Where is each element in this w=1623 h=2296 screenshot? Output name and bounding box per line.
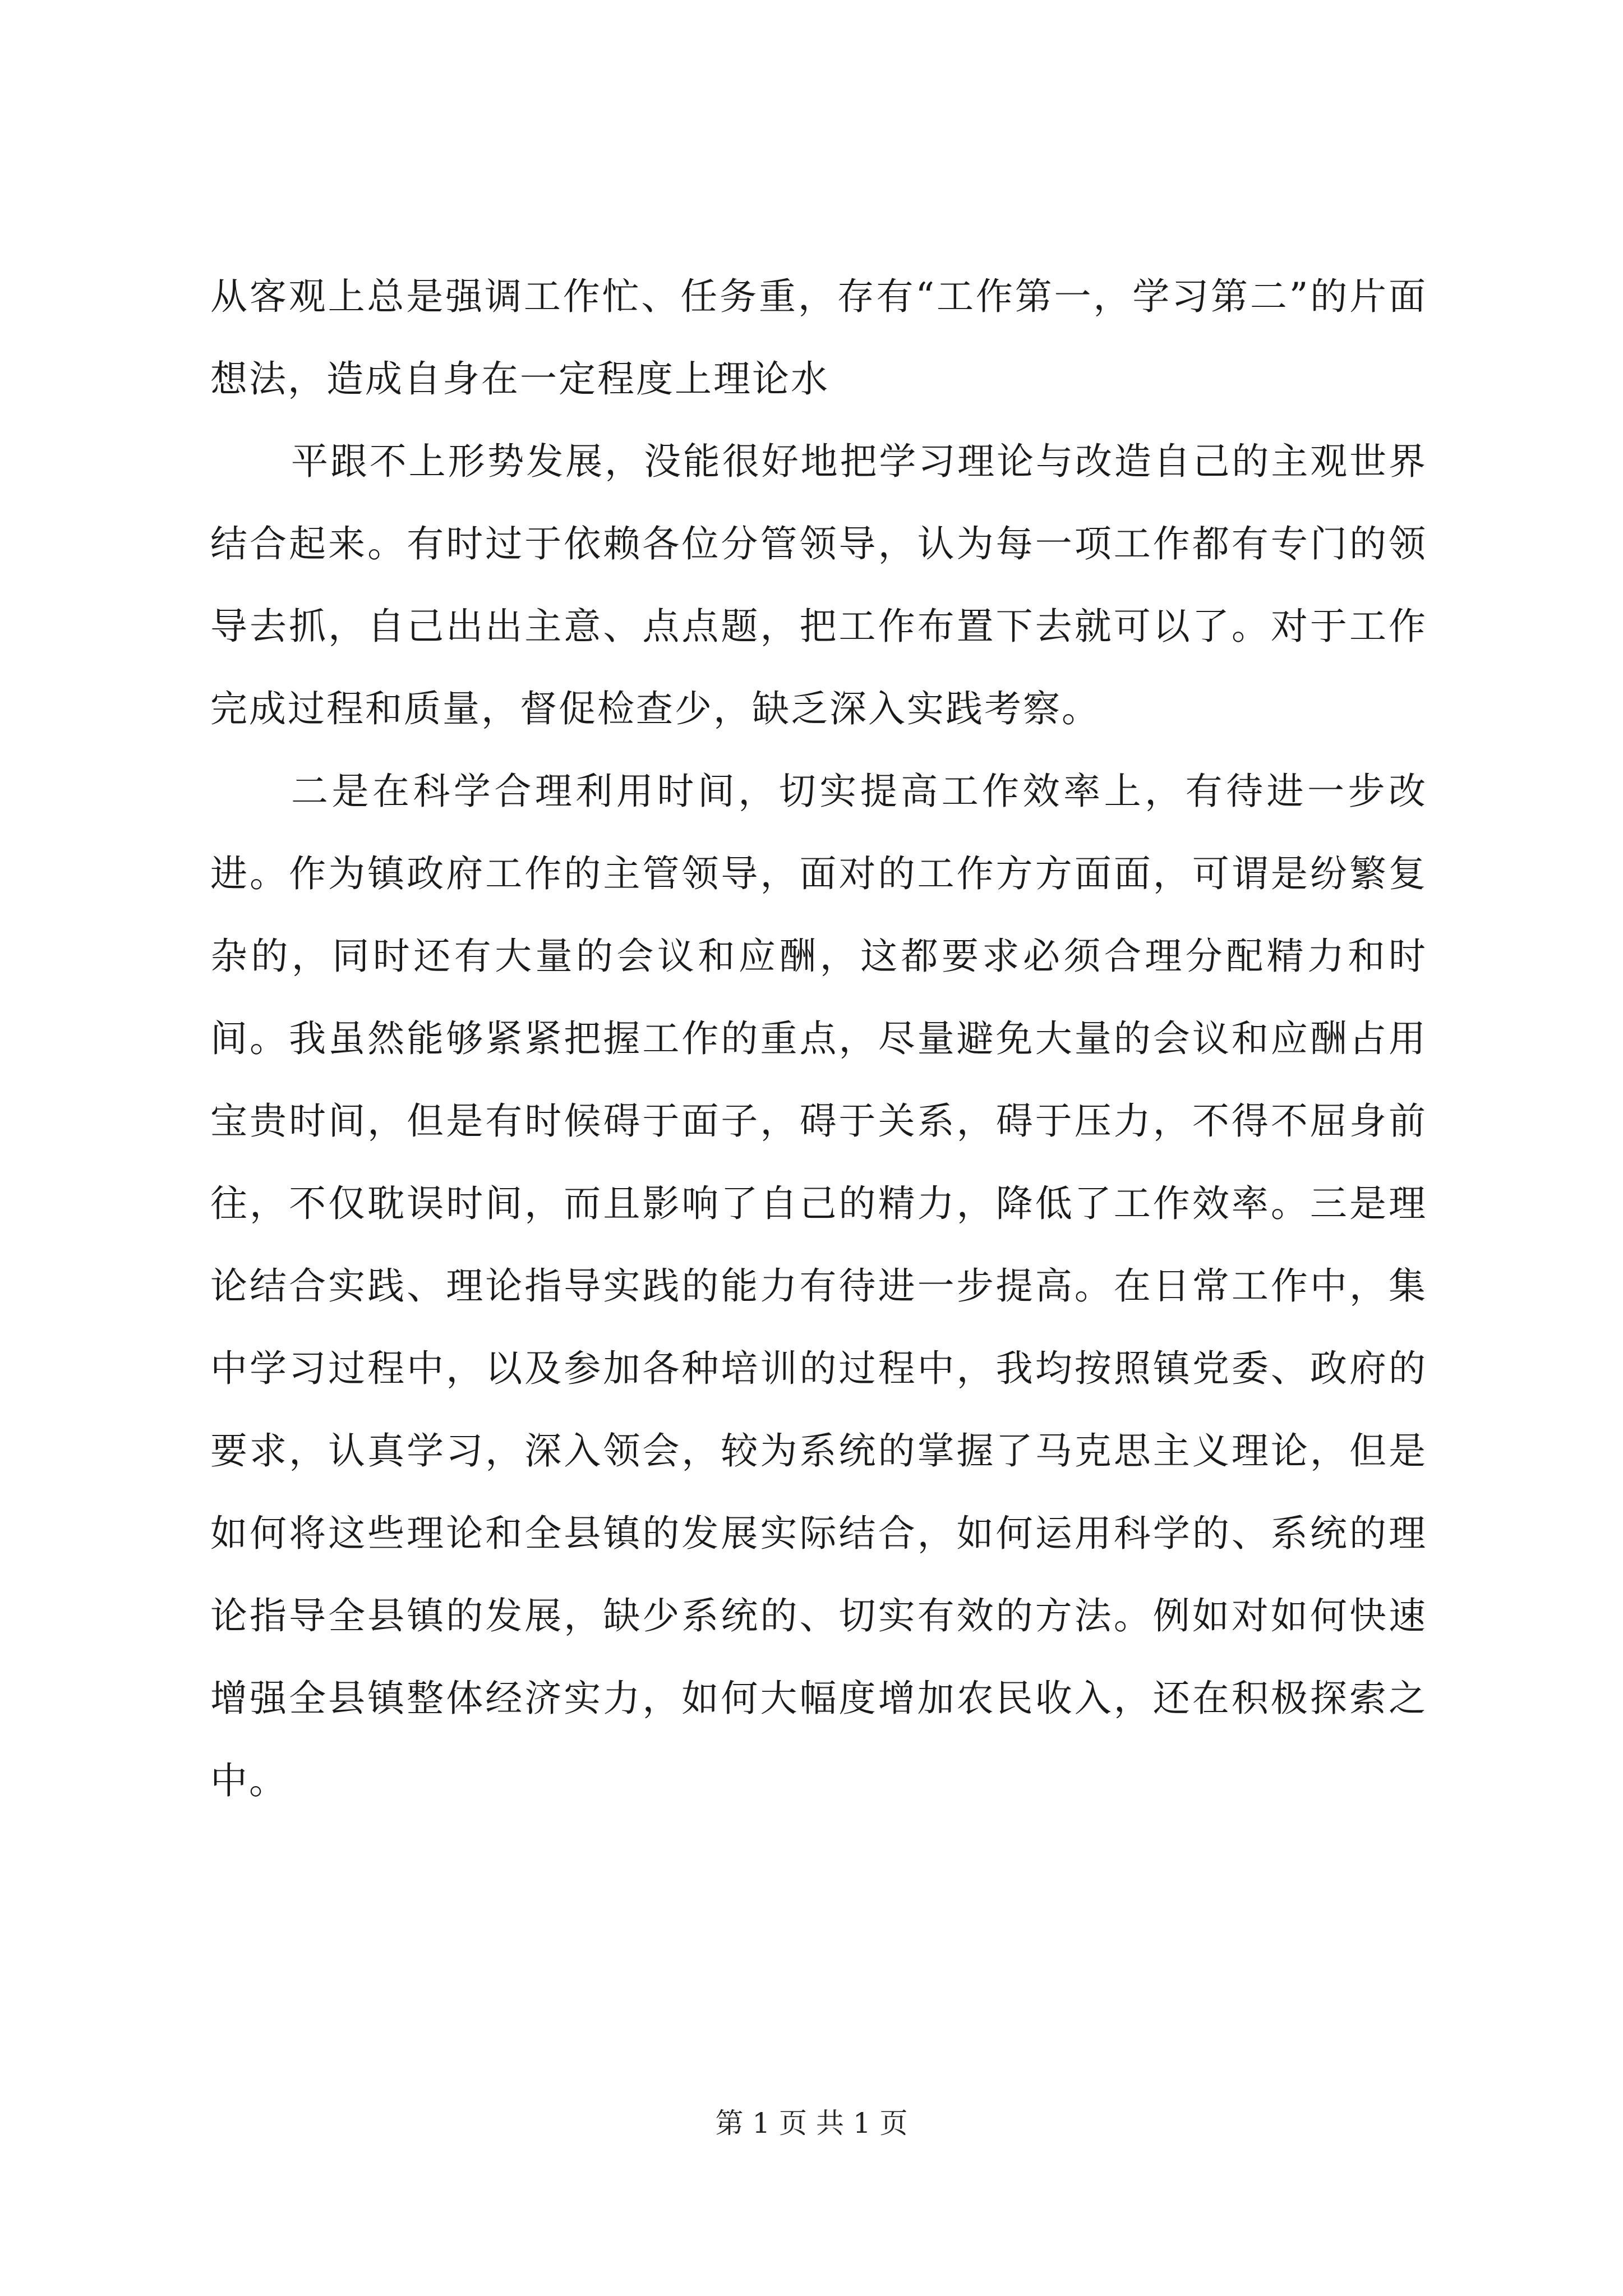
paragraph-1: 从客观上总是强调工作忙、任务重，存有“工作第一，学习第二”的片面想法，造成自身在一定程度上理论水 xyxy=(210,275,1427,401)
document-body xyxy=(210,255,1427,1822)
paragraph-3: 二是在科学合理利用时间，切实提高工作效率上，有待进一步改进。作为镇政府工作的主管领导，面对的工作方方面面，可谓是纷繁复杂的，同时还有大量的会议和应酬，这都要求必须合理分配精力和时间。我虽然能够紧紧把握工作的重点，尽量避免大量的会议和应酬占用宝贵时间，但是有时候碍于面子，碍于关系，碍于压力，不得不屈身前往，不仅耽误时间，而且影响了自己的精力，降低了工作效率。三是理论结合实践、理论指导实践的能力有待进一步提高。在日常工作中，集中学习过程中，以及参加各种培训的过程中，我均按照镇党委、政府的要求，认真学习，深入领会，较为系统的掌握了马克思主义理论，但是如何将这些理论和全县镇的发展实际结合，如何运用科学的、系统的理论指导全县镇的发展，缺少系统的、切实有效的方法。例如对如何快速增强全县镇整体经济实力，如何大幅度增加农民收入，还在积极探索之中。 xyxy=(210,770,1427,1802)
paragraph-2: 平跟不上形势发展，没能很好地把学习理论与改造自己的主观世界结合起来。有时过于依赖各位分管领导，认为每一项工作都有专门的领导去抓，自己出出主意、点点题，把工作布置下去就可以了。对于工作完成过程和质量，督促检查少，缺乏深入实践考察。 xyxy=(210,440,1427,730)
page-number-footer: 第 1 页 共 1 页 xyxy=(715,2107,908,2139)
